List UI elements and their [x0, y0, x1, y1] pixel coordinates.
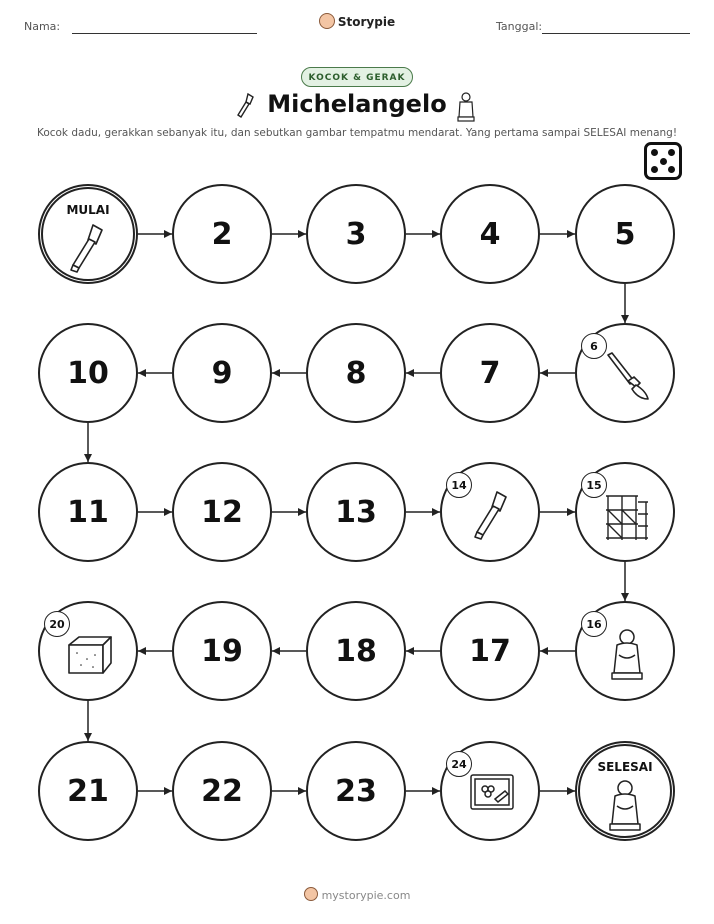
space-number-badge: 15	[581, 472, 607, 498]
space-number: 13	[335, 494, 377, 530]
arrow-head	[432, 508, 440, 516]
arrow-head	[138, 647, 146, 655]
space-number: 8	[345, 355, 367, 391]
space-number: 11	[67, 494, 109, 530]
board-space-2	[172, 184, 272, 284]
space-number: 5	[614, 216, 636, 252]
board-space-5	[575, 184, 675, 284]
date-label: Tanggal:	[496, 20, 543, 33]
arrow-head	[432, 787, 440, 795]
arrow-head	[84, 454, 92, 462]
space-number: 3	[345, 216, 367, 252]
arrow-head	[621, 593, 629, 601]
board-space-14	[440, 462, 540, 562]
board-space-12	[172, 462, 272, 562]
board-space-10	[38, 323, 138, 423]
board-space-21	[38, 741, 138, 841]
footer	[0, 887, 714, 902]
fresco-icon	[467, 767, 517, 821]
chisel-icon	[467, 488, 517, 542]
board-space-17	[440, 601, 540, 701]
name-label: Nama:	[24, 20, 61, 33]
arrow-head	[164, 230, 172, 238]
space-number: 10	[67, 355, 109, 391]
space-number-badge: 6	[581, 333, 607, 359]
board-space-15	[575, 462, 675, 562]
space-number: 9	[211, 355, 233, 391]
arrow-head	[432, 230, 440, 238]
arrow-head	[540, 369, 548, 377]
space-number: 12	[201, 494, 243, 530]
space-label: SELESAI	[597, 760, 653, 774]
arrow-head	[540, 647, 548, 655]
board-space-3	[306, 184, 406, 284]
space-number-badge: 16	[581, 611, 607, 637]
statue-icon	[600, 778, 650, 832]
board-space-22	[172, 741, 272, 841]
space-number: 7	[479, 355, 501, 391]
arrow-head	[406, 369, 414, 377]
arrow-head	[84, 733, 92, 741]
marble-block-icon	[65, 627, 115, 681]
storypie-logo-icon	[304, 887, 318, 901]
space-number: 2	[211, 216, 233, 252]
board-space-18	[306, 601, 406, 701]
board-space-13	[306, 462, 406, 562]
arrow-head	[298, 787, 306, 795]
arrow-head	[298, 230, 306, 238]
board-space-8	[306, 323, 406, 423]
board-space-7	[440, 323, 540, 423]
footer-url: mystorypie.com	[321, 889, 411, 902]
board-space-4	[440, 184, 540, 284]
space-number: 21	[67, 773, 109, 809]
space-number: 18	[335, 633, 377, 669]
finish-space	[575, 741, 675, 841]
space-number-badge: 24	[446, 751, 472, 777]
statue-icon	[602, 627, 652, 681]
space-number: 22	[201, 773, 243, 809]
space-number: 23	[335, 773, 377, 809]
board-space-19	[172, 601, 272, 701]
start-space	[38, 184, 138, 284]
arrow-head	[406, 647, 414, 655]
space-number: 19	[201, 633, 243, 669]
arrow-head	[138, 369, 146, 377]
arrow-head	[272, 647, 280, 655]
arrow-head	[164, 508, 172, 516]
space-number-badge: 14	[446, 472, 472, 498]
chisel-icon	[63, 221, 113, 275]
space-number: 17	[469, 633, 511, 669]
brand-name: Storypie	[337, 15, 396, 29]
instructions: Kocok dadu, gerakkan sebanyak itu, dan sebutkan gambar tempatmu mendarat. Yang pertama sampai SELESAI menang!	[36, 127, 678, 139]
arrow-head	[567, 508, 575, 516]
arrow-head	[272, 369, 280, 377]
space-number-badge: 20	[44, 611, 70, 637]
page-title: Michelangelo	[267, 90, 447, 118]
arrow-head	[567, 230, 575, 238]
space-number: 4	[479, 216, 501, 252]
board-space-6	[575, 323, 675, 423]
arrow-head	[621, 315, 629, 323]
board-space-16	[575, 601, 675, 701]
space-label: MULAI	[66, 203, 110, 217]
board-space-11	[38, 462, 138, 562]
activity-tag: KOCOK & GERAK	[301, 67, 413, 87]
arrow-head	[567, 787, 575, 795]
paintbrush-icon	[602, 349, 652, 403]
board-space-20	[38, 601, 138, 701]
board-space-9	[172, 323, 272, 423]
scaffold-icon	[602, 488, 652, 542]
arrow-head	[164, 787, 172, 795]
arrow-head	[298, 508, 306, 516]
board-space-23	[306, 741, 406, 841]
board-space-24	[440, 741, 540, 841]
